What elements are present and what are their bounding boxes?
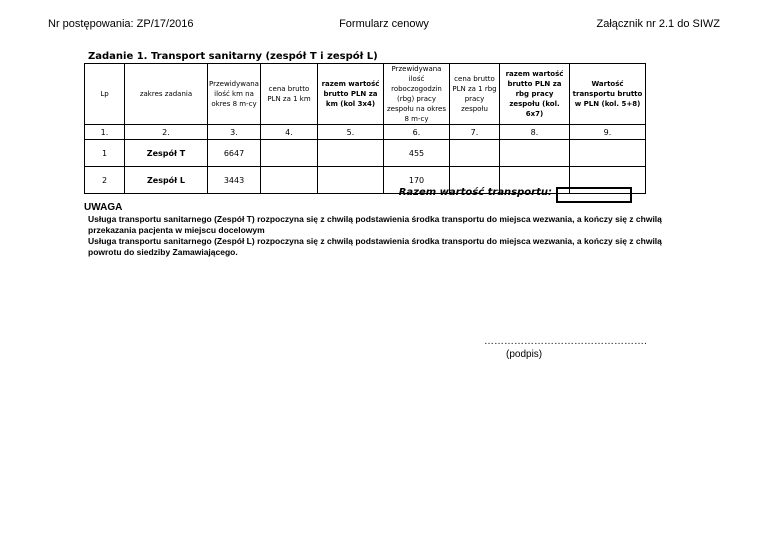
price-table: [84, 63, 646, 194]
column-number: 3.: [208, 125, 261, 140]
total-cell[interactable]: [570, 140, 646, 167]
rbg-cell: 170: [384, 167, 450, 194]
header-cell: Przewidywana ilość roboczogodzin (rbg) pracy zespołu na okres 8 m-cy: [384, 64, 450, 125]
header-cell: razem wartość brutto PLN za rbg pracy zespołu (kol. 6x7): [500, 64, 570, 125]
notes-title: UWAGA: [84, 202, 123, 213]
column-number: 8.: [500, 125, 570, 140]
signature-line: ………………………………………….: [484, 336, 647, 347]
price-km-cell[interactable]: [261, 140, 318, 167]
note-team-t: Usługa transportu sanitarnego (Zespół T) rozpoczyna się z chwilą podstawienia środka transportu do miejsca wezwania, a kończy się z chwilą przekazania pacjenta w miejscu docelowym: [88, 214, 662, 235]
task-title: Zadanie 1. Transport sanitarny (zespół T i zespół L): [88, 51, 378, 62]
column-number: 2.: [125, 125, 208, 140]
header-cell: zakres zadania: [125, 64, 208, 125]
header-cell: razem wartość brutto PLN za km (kol 3x4): [318, 64, 384, 125]
price-km-cell[interactable]: [261, 167, 318, 194]
total-label: Razem wartość transportu:: [398, 187, 552, 198]
column-number: 6.: [384, 125, 450, 140]
column-number: 1.: [85, 125, 125, 140]
table-row: [85, 140, 646, 167]
column-number: 4.: [261, 125, 318, 140]
header-cell: cena brutto PLN za 1 km: [261, 64, 318, 125]
header-cell: Lp: [85, 64, 125, 125]
total-rbg-cell[interactable]: [500, 140, 570, 167]
lp-cell: 1: [85, 140, 125, 167]
km-cell: 3443: [208, 167, 261, 194]
rbg-cell: 455: [384, 140, 450, 167]
total-km-cell[interactable]: [318, 167, 384, 194]
km-cell: 6647: [208, 140, 261, 167]
scope-cell: Zespół L: [125, 167, 208, 194]
signature-label: (podpis): [506, 349, 543, 360]
note-team-l: Usługa transportu sanitarnego (Zespół L) rozpoczyna się z chwilą podstawienia środka transportu do miejsca wezwania, a kończy się z chwilą powrotu do siedziby Zamawiającego.: [88, 236, 662, 257]
header-cell: cena brutto PLN za 1 rbg pracy zespołu: [450, 64, 500, 125]
total-km-cell[interactable]: [318, 140, 384, 167]
form-title: Formularz cenowy: [339, 18, 429, 30]
column-number: 5.: [318, 125, 384, 140]
price-rbg-cell[interactable]: [450, 140, 500, 167]
column-number: 7.: [450, 125, 500, 140]
attachment-label: Załącznik nr 2.1 do SIWZ: [596, 18, 720, 30]
header-cell: Przewidywana ilość km na okres 8 m-cy: [208, 64, 261, 125]
column-number: 9.: [570, 125, 646, 140]
case-number: Nr postępowania: ZP/17/2016: [48, 18, 194, 30]
scope-cell: Zespół T: [125, 140, 208, 167]
header-cell: Wartość transportu brutto w PLN (kol. 5+8): [570, 64, 646, 125]
column-number-row: [85, 125, 646, 140]
lp-cell: 2: [85, 167, 125, 194]
header-row: [85, 64, 646, 125]
total-value-box[interactable]: [556, 187, 632, 203]
